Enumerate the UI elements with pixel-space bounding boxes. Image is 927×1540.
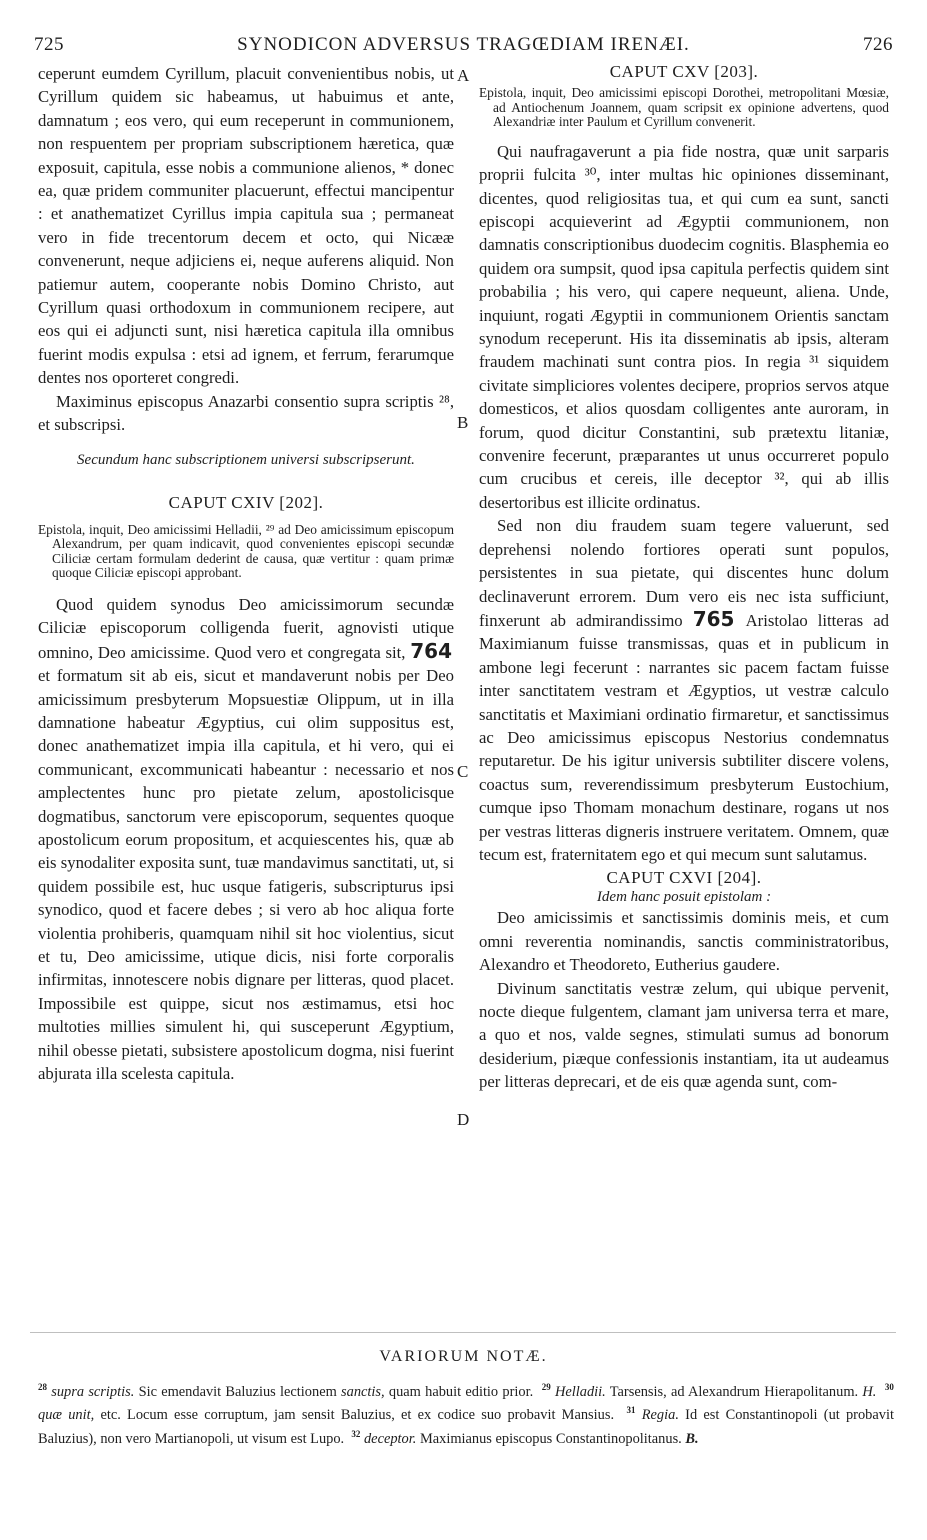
margin-letter-a: A xyxy=(457,66,470,85)
running-header xyxy=(34,34,893,60)
right-paragraph-2-part-b: Aristolao litteras ad Maximianum fuisse transmissas, quas et in publicum in ambone legi fecerunt : narrantes sic pacem factam fuisse inter sanctitatem vestram et Ægyptios, ut vestræ calculo sanctitatis et Maximiani ordinatio firmaretur, et sanctissimus ac Deo amicissimus episcopus Nestorius condemnatus reputaretur. De his igitur universis subtiliter discere volens, coactus sum, reverendissimum presbyterum Eustochium, cumque ipso Thomam monachum destinare, rogans ut nos per vestras litteras digneris instruere veritatem. Omnem, quæ tecum est, fraternitatem ego et qui mecum sunt salutamus. xyxy=(479,610,889,864)
note-30-number: 30 xyxy=(884,1382,894,1392)
right-paragraph-4: Divinum sanctitatis vestræ zelum, qui ubique pervenit, nocte dieque fulgentem, clamant jam universa terra et mare, a quo et nos, valde segnes, stimulati sumus ad bonorum desiderium, piæque confessionis instantiam, ita ut audeamus per litteras deprecari, et de eis quæ agenda sunt, com- xyxy=(479,978,889,1092)
right-paragraph-3: Deo amicissimis et sanctissimis dominis meis, et cum omni reverentia nominandis, sanctis comministratoribus, Alexandro et Theodoreto, Eutherius gaudere. xyxy=(479,908,889,975)
running-title: SYNODICON ADVERSUS TRAGŒDIAM IRENÆI. xyxy=(237,34,690,55)
notes-block xyxy=(38,1378,894,1448)
right-paragraph-2 xyxy=(479,514,889,866)
left-paragraph-1: ceperunt eumdem Cyrillum, placuit convenientibus nobis, ut Cyrillum quidem sic habeamus, ut habuimus et ante, damnatum ; eos vero, qui eum receperunt in communionem, non respuentem per propriam subscriptionem hæretica, quæ exposuit, capitula, esse nobis a communione alienos, * donec ea, quæ pridem communiter placuerunt, effectui mancipentur : et anathematizet Cyrillus impia capitula sua ; permaneat vero in fide trecentorum decem et octo, qui Nicææ convenerunt, neque adjiciens ei, neque auferens aliquid. Non patiemur autem, cooperante nobis Domino Christo, aut Cyrillum quasi orthodoxum in communionem recipere, aut eos qui ei adjuncti sunt, nisi hæretica capitula illa omnibus fuerint modis expulsa : etsi ad ignem, et ferrum, ferarumque dentes nos oporteret congredi. xyxy=(38,64,454,388)
page-marker-765: 765 xyxy=(692,606,735,631)
note-32-lemma: deceptor. xyxy=(363,1430,417,1447)
note-31-number: 31 xyxy=(626,1405,636,1416)
note-28-text-b: quam habuit editio prior. xyxy=(388,1383,534,1400)
note-28-number: 28 xyxy=(38,1382,47,1392)
note-28-lemma: supra scriptis. xyxy=(51,1383,135,1400)
note-31-text: Id est Constantinopoli (ut probavit Baluzius), non vero Martianopoli, ut visum est Lupo. xyxy=(38,1407,894,1447)
caput-cxvi-title: CAPUT CXVI [204]. xyxy=(606,868,762,888)
left-paragraph-3-part-a: Quod quidem synodus Deo amicissimorum secundæ Ciliciæ episcoporum colligenda fuerit, agnovisti utique omnino, Deo amicissime. Quod vero et congregata sit, xyxy=(38,594,454,662)
note-29-number: 29 xyxy=(541,1382,551,1392)
margin-letter-d: D xyxy=(457,1110,470,1129)
left-paragraph-3 xyxy=(38,593,454,1086)
note-32-text: Maximianus episcopus Constantinopolitanus. xyxy=(419,1430,682,1447)
note-30-lemma: quæ unit, xyxy=(38,1407,95,1424)
right-paragraph-1: Qui naufragaverunt a pia fide nostra, quæ unit sarparis proprii fulcita ³⁰, inter multas hic opiniones disseminant, dicentes, quod religiositas tua, et qui cum ea sunt, sancti episcopi acquieverint ad Ægyptii communionem, non damnatis conscriptionibus duodecim cognitis. Blasphemia eo quidem ora sumpsit, quod ipsa capitula perfectis quidem sint probabilia ; his vero, qui capere nequeunt, aliena. Unde, inquiunt, rogati Ægyptii in communionem Orientis sanctam synodum receperunt. His ita disseminatis ab ipsis, alteram fraudem machinati sunt contra pios. In regia ³¹ siquidem civitate simpliciores volentes decipere, proprios servos atque domesticos, et alios quosdam colligentes ante auroram, in forum, quod dicitur Constantini, sub prætextu litaniæ, convenire fecerunt, præparantes ut unus occurreret populo cum crucibus et cereis, ille deceptor ³², qui ab illis desertoribus est illicite ordinatus. xyxy=(479,141,889,512)
notes-title: VARIORUM NOTÆ. xyxy=(379,1348,548,1365)
notes-divider xyxy=(30,1332,896,1333)
right-column xyxy=(479,62,889,1094)
page-marker-764: 764 xyxy=(410,638,452,663)
caput-cxiv-title: CAPUT CXIV [202]. xyxy=(168,492,324,512)
note-32-number: 32 xyxy=(351,1428,361,1439)
right-paragraph-2-part-a: Sed non diu fraudem suam tegere valuerunt, sed deprehensi nolendo fortiores operati sunt populos, persistentes in sua pietate, qui discentes hunc dolum declinaverunt errorem. Dum vero eis nec ista sufficiunt, finxerunt ab admirandissimo xyxy=(479,516,889,630)
note-28-word: sanctis, xyxy=(341,1383,385,1400)
note-28-text-a: Sic emendavit Baluzius lectionem xyxy=(138,1383,337,1400)
note-29-signature: H. xyxy=(862,1383,877,1400)
margin-letter-c: C xyxy=(457,762,469,781)
caput-cxvi-note: Idem hanc posuit epistolam : xyxy=(596,889,772,906)
left-paragraph-2: Maximinus episcopus Anazarbi consentio supra scriptis ²⁸, et subscripsi. xyxy=(38,391,454,435)
left-paragraph-3-part-b: et formatum sit ab eis, sicut et mandaverunt nobis per Deo amicissimum presbyterum Mopsuestiæ Olippum, ut in illa damnatione habeatur Ægyptius, cui olim suppositus est, donec anathematizet impia illa capitula, et hi vero, qui ei communicant, excommunicati habeantur : necessario et nos amplectentes hunc pro pietate zelum, apostolicisque dogmatibus, sanctorum vere episcoporum, sequentes quoque apostolicum eorum propositum, et acquiescentes his, quæ ab eis synodaliter exposita sunt, tuæ mandavimus sanctitati, ut, si quidem possibile est, huc usque fatigeris, subscripturus ipsi synodico, quod et facere debes ; si vero ab hoc aliqua forte violentia prohiberis, quamquam nihil sit hoc violentius, sicut et tu, Deo amicissime, utique dicis, nisi forte corporalis infirmitas, innotescere nobis dignare per litteras, quod placet. Impossibile est quippe, sicut nos æstimamus, etsi hoc multoties millies simulent hi, qui susceperunt Ægyptium, nihil obesse pietati, subsistere apostolicum dogma, nisi fuerint abjurata illa scelesta capitula. xyxy=(38,666,454,1083)
note-29-lemma: Helladii. xyxy=(554,1383,606,1400)
caput-cxv-summary: Epistola, inquit, Deo amicissimi episcopi Dorothei, metropolitani Mœsiæ, ad Antiochenum Joannem, quam scripsit ex opinione advertens, quod Alexandriæ inter Paulum et Cyrillum convenerit. xyxy=(479,85,889,130)
page-number-right: 726 xyxy=(863,34,893,55)
left-column xyxy=(38,62,454,1085)
note-29-text: Tarsensis, ad Alexandrum Hierapolitanum. xyxy=(609,1383,859,1400)
note-32-signature: B. xyxy=(685,1430,699,1447)
caput-cxiv-summary: Epistola, inquit, Deo amicissimi Helladii, ²⁹ ad Deo amicissimum episcopum Alexandrum, per quam indicavit, quod convenientes episcopi secundæ Ciliciæ certam formulam dederint de causa, quæ vertitur : quam primæ quoque Ciliciæ episcopi approbant. xyxy=(38,521,454,581)
note-31-lemma: Regia. xyxy=(641,1407,679,1424)
subscription-note: Secundum hanc subscriptionem universi subscripserunt. xyxy=(77,451,415,468)
variorum-notes xyxy=(38,1378,894,1448)
page-number-left: 725 xyxy=(34,34,64,55)
margin-letter-b: B xyxy=(457,413,469,432)
note-30-text: etc. Locum esse corruptum, jam sensit Baluzius, et ex codice suo probavit Mansius. xyxy=(100,1407,615,1424)
caput-cxv-title: CAPUT CXV [203]. xyxy=(609,62,759,81)
